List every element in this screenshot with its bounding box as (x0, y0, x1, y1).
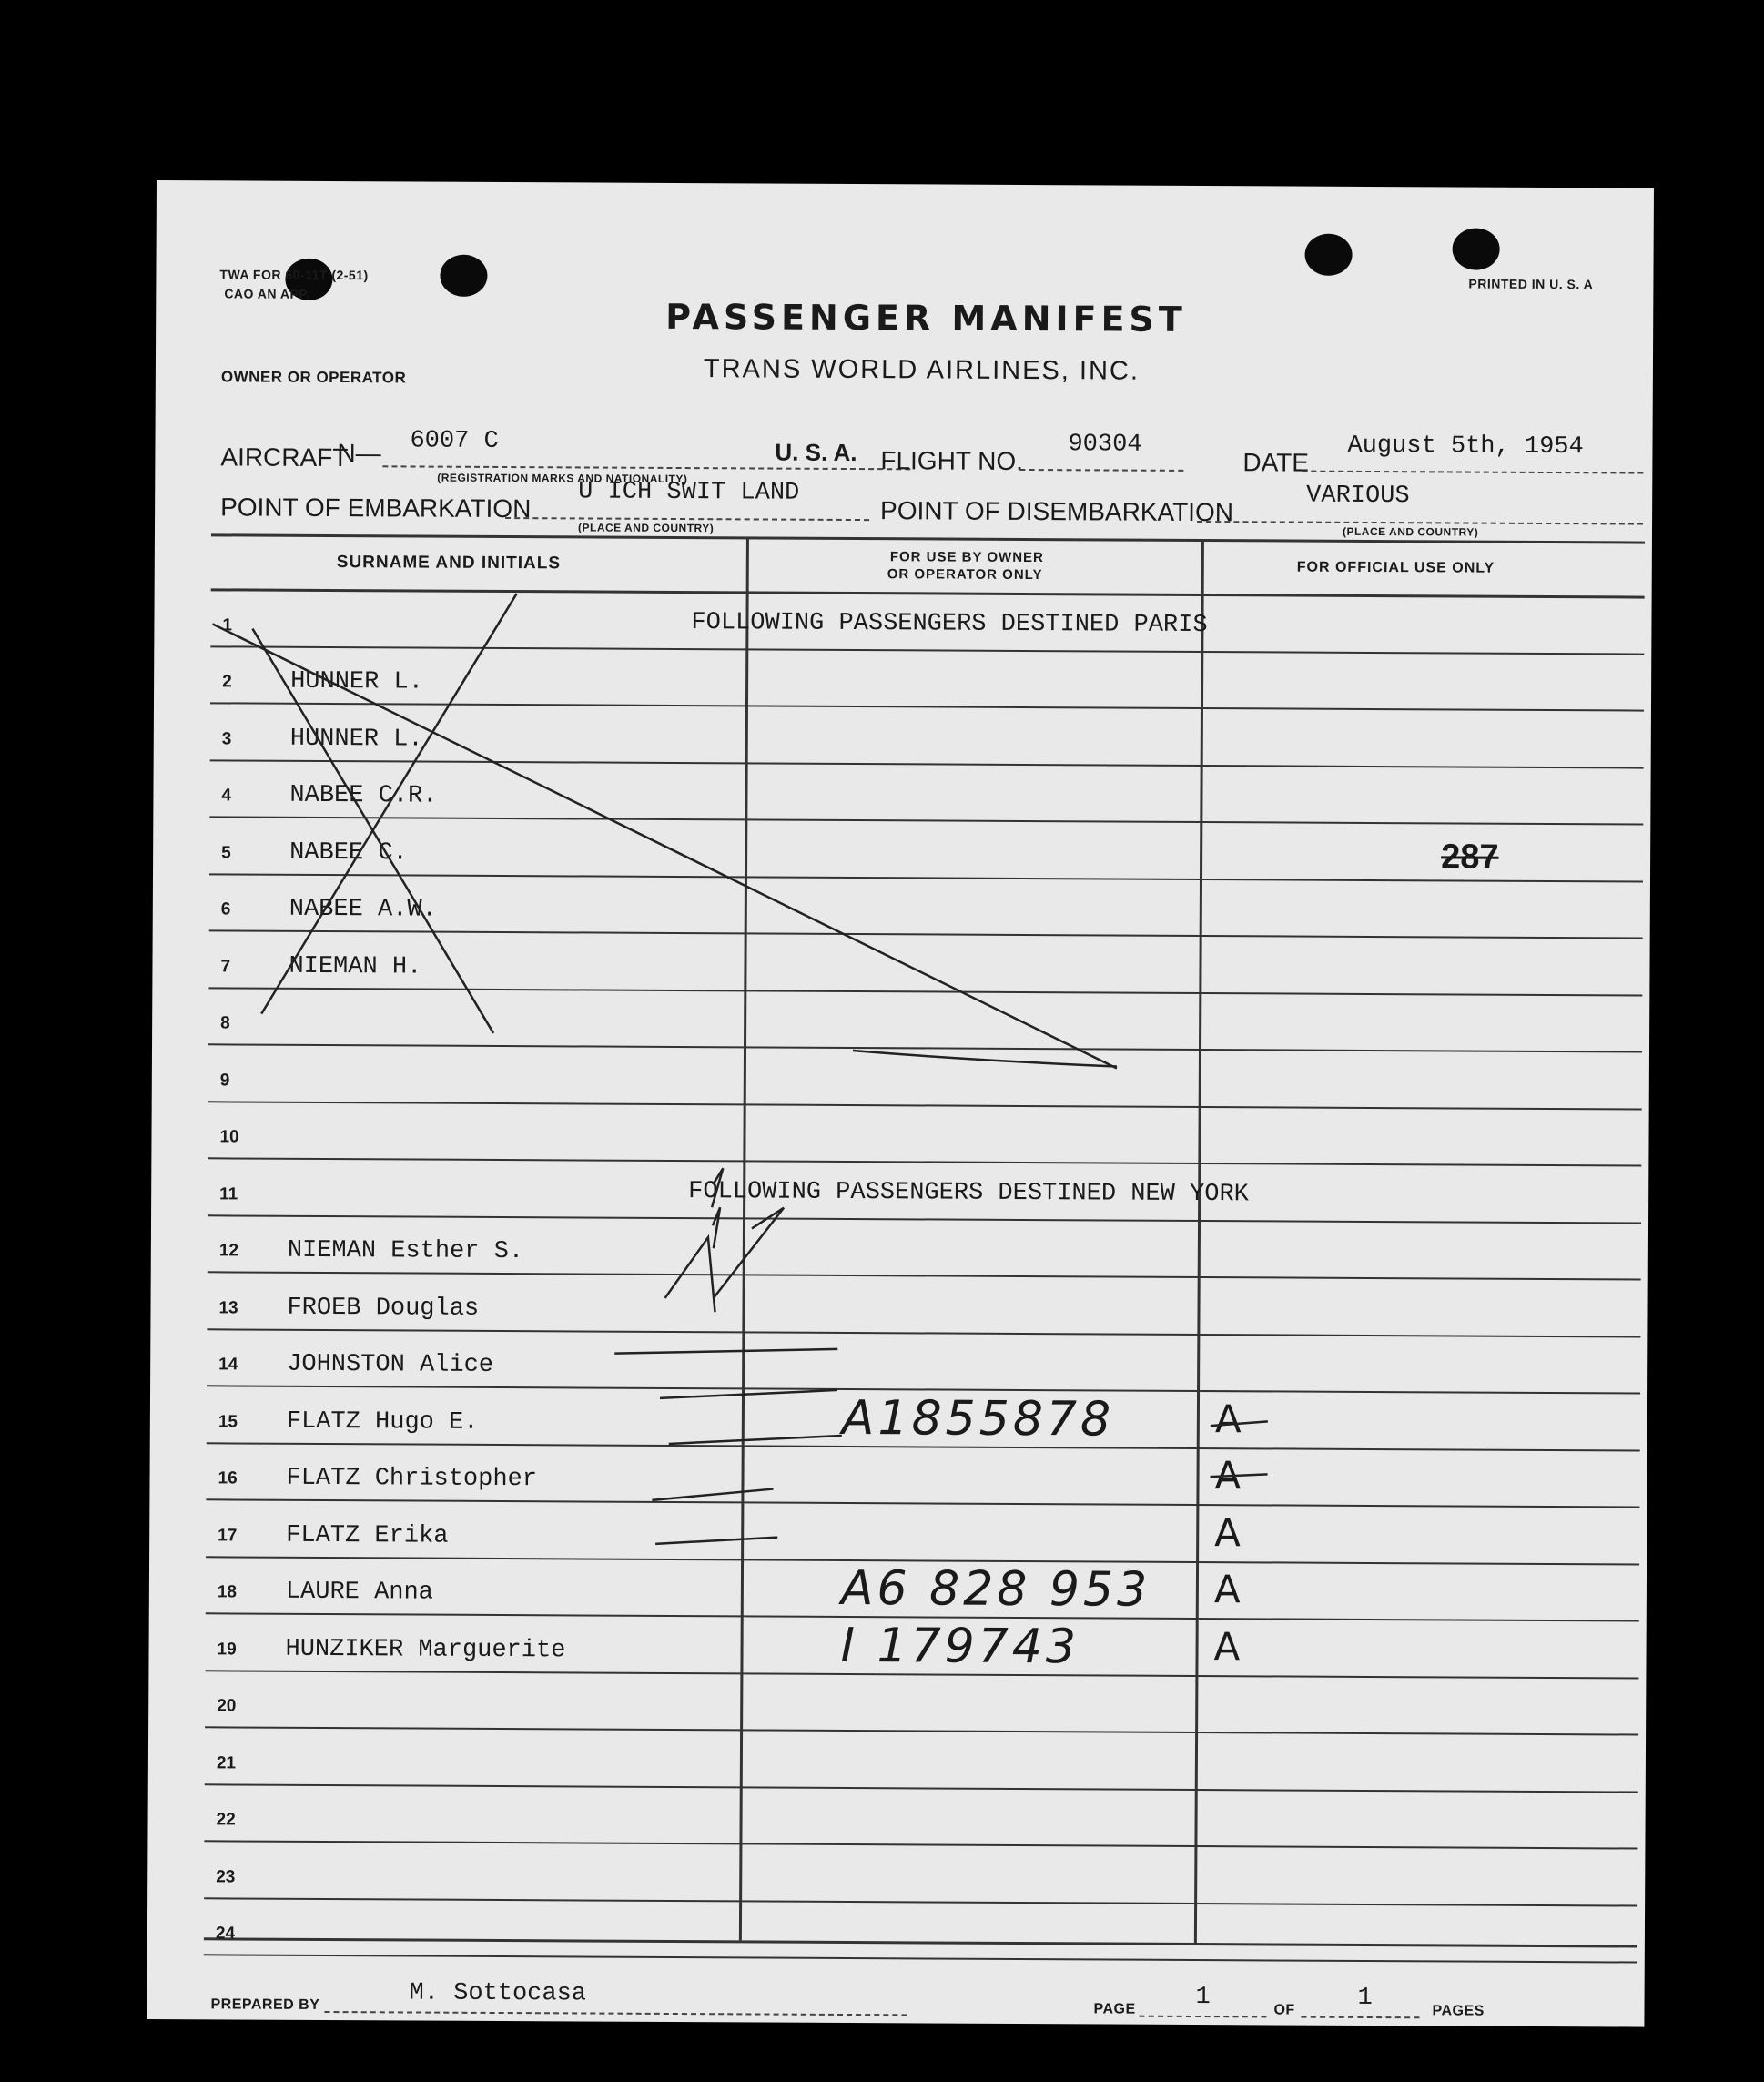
form-title: PASSENGER MANIFEST (665, 296, 1187, 340)
flight-label: FLIGHT NO. (880, 446, 1024, 475)
of-value: 1 (1357, 1984, 1373, 2013)
row-number: 1 (222, 614, 233, 635)
of-label: OF (1273, 2002, 1295, 2018)
row-number: 4 (221, 786, 232, 806)
row-number: 9 (219, 1070, 230, 1090)
row-number: 3 (221, 728, 232, 748)
row-number: 2 (222, 672, 232, 692)
official-mark: A (1213, 1623, 1241, 1669)
cab-approval: CAO AN APP. (224, 286, 310, 301)
date-label: DATE (1242, 448, 1310, 477)
passport-number: I 179743 (840, 1618, 1080, 1674)
row-number: 8 (220, 1013, 230, 1033)
passenger-name: NIEMAN H. (289, 952, 422, 981)
official-mark: A (1214, 1509, 1242, 1555)
official-mark: A (1213, 1567, 1241, 1612)
row-number: 10 (219, 1127, 239, 1147)
airline-name: TRANS WORLD AIRLINES, INC. (703, 354, 1141, 386)
row-number: 14 (218, 1355, 238, 1375)
section-note: FOLLOWING PASSENGERS DESTINED PARIS (691, 608, 1208, 639)
prepared-label: PREPARED BY (210, 1996, 320, 2013)
passenger-name: FLATZ Erika (286, 1521, 449, 1550)
official-mark: A (1214, 1396, 1242, 1441)
disembarkation-value: VARIOUS (1306, 482, 1410, 511)
pages-label: PAGES (1432, 2003, 1485, 2019)
passenger-name: NIEMAN Esther S. (287, 1236, 524, 1266)
aircraft-value: 6007 C (410, 427, 499, 455)
date-value: August 5th, 1954 (1347, 432, 1584, 462)
row-number: 13 (218, 1297, 238, 1317)
row-number: 16 (218, 1468, 238, 1488)
place-caption: (PLACE AND COUNTRY) (577, 521, 715, 535)
aircraft-label: AIRCRAFT (220, 442, 349, 472)
handwritten-strikes (147, 180, 1654, 2027)
place-caption-2: (PLACE AND COUNTRY) (1342, 524, 1479, 539)
col-owner-use-2: OR OPERATOR ONLY (887, 566, 1043, 584)
passenger-name: HUNNER L. (290, 667, 424, 696)
passenger-name: HUNZIKER Marguerite (285, 1635, 566, 1664)
country: U. S. A. (775, 438, 857, 467)
row-number: 23 (216, 1866, 236, 1886)
row-number: 24 (215, 1924, 236, 1944)
passenger-name: JOHNSTON Alice (287, 1350, 494, 1379)
aircraft-prefix: N— (337, 439, 381, 468)
official-mark: 287 (1441, 837, 1499, 877)
manifest-sheet (147, 180, 1654, 2027)
form-code: TWA FOR 60-11T (2-51) (219, 267, 369, 283)
prepared-value: M. Sottocasa (409, 1979, 587, 2008)
embarkation-value: U ICH SWIT LAND (578, 478, 800, 507)
printed-in: PRINTED IN U. S. A (1468, 276, 1594, 292)
owner-label: OWNER OR OPERATOR (220, 368, 407, 387)
passenger-name: FLATZ Christopher (286, 1464, 538, 1494)
embarkation-label: POINT OF EMBARKATION (220, 493, 532, 523)
flight-value: 90304 (1068, 431, 1142, 459)
row-number: 7 (220, 956, 231, 976)
col-official: FOR OFFICIAL USE ONLY (1296, 559, 1495, 576)
passenger-name: NABEE C.R. (289, 781, 438, 810)
passport-number: A6 828 953 (840, 1560, 1151, 1618)
row-number: 22 (216, 1810, 236, 1830)
page-value: 1 (1195, 1984, 1211, 2012)
passenger-name: HUNNER L. (289, 725, 423, 754)
row-number: 6 (220, 899, 231, 919)
registration-caption: (REGISTRATION MARKS AND NATIONALITY) (437, 471, 688, 486)
row-number: 18 (217, 1582, 238, 1602)
row-number: 15 (218, 1411, 238, 1431)
disembarkation-label: POINT OF DISEMBARKATION (880, 496, 1234, 527)
passport-number: A1855878 (841, 1390, 1115, 1447)
official-mark: A (1214, 1453, 1242, 1498)
passenger-name: FROEB Douglas (287, 1294, 480, 1323)
row-number: 5 (221, 842, 231, 862)
section-note: FOLLOWING PASSENGERS DESTINED NEW YORK (688, 1177, 1249, 1208)
passenger-name: FLATZ Hugo E. (286, 1407, 479, 1437)
row-number: 20 (217, 1696, 237, 1716)
row-number: 17 (218, 1525, 238, 1545)
col-surname: SURNAME AND INITIALS (336, 553, 562, 574)
passenger-name: LAURE Anna (285, 1578, 433, 1607)
passenger-name: NABEE A.W. (289, 895, 437, 924)
row-number: 12 (218, 1241, 239, 1261)
col-owner-use-1: FOR USE BY OWNER (889, 549, 1044, 566)
passenger-name: NABEE C. (289, 838, 408, 867)
row-number: 21 (216, 1752, 237, 1772)
row-number: 11 (219, 1183, 238, 1203)
row-number: 19 (217, 1639, 237, 1659)
page-label: PAGE (1093, 2001, 1136, 2017)
